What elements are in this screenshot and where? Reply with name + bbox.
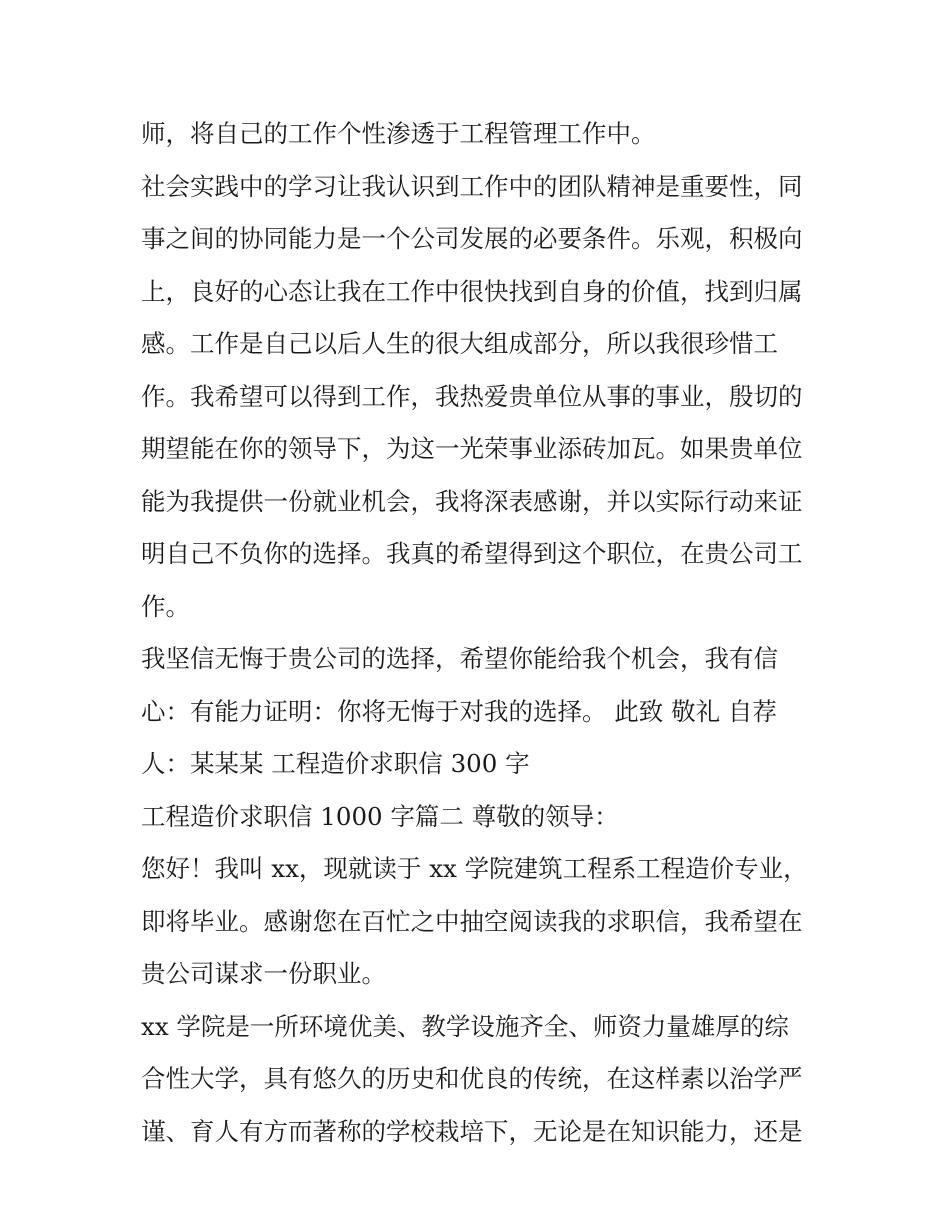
text-line: 即将毕业。感谢您在百忙之中抽空阅读我的求职信，我希望在 bbox=[141, 906, 803, 936]
text-line: 我坚信无悔于贵公司的选择，希望你能给我个机会，我有信 bbox=[141, 644, 778, 673]
text-line: 师，将自己的工作个性渗透于工程管理工作中。 bbox=[141, 119, 656, 148]
text-line: 上，良好的心态让我在工作中很快找到自身的价值，找到归属 bbox=[141, 276, 803, 306]
text-line: 作。 bbox=[141, 591, 190, 621]
text-line: 合性大学，具有悠久的历史和优良的传统，在这样素以治学严 bbox=[141, 1064, 803, 1093]
text-line: 事之间的协同能力是一个公司发展的必要条件。乐观，积极向 bbox=[141, 224, 803, 253]
body-text bbox=[141, 108, 821, 1158]
text-line: 工程造价求职信 1000 字篇二 尊敬的领导： bbox=[141, 801, 619, 831]
text-line: xx 学院是一所环境优美、教学设施齐全、师资力量雄厚的综 bbox=[141, 1011, 789, 1041]
text-line: 感。工作是自己以后人生的很大组成部分，所以我很珍惜工 bbox=[141, 329, 778, 358]
text-line: 贵公司谋求一份职业。 bbox=[141, 959, 386, 988]
text-line: 谨、育人有方而著称的学校栽培下，无论是在知识能力，还是 bbox=[141, 1116, 803, 1146]
text-line: 社会实践中的学习让我认识到工作中的团队精神是重要性，同 bbox=[141, 171, 803, 201]
text-line: 人：某某某 工程造价求职信 300 字 bbox=[141, 749, 530, 778]
text-line: 您好！我叫 xx，现就读于 xx 学院建筑工程系工程造价专业， bbox=[141, 854, 808, 883]
text-line: 作。我希望可以得到工作，我热爱贵单位从事的事业，殷切的 bbox=[141, 381, 803, 411]
text-line: 心：有能力证明：你将无悔于对我的选择。 此致 敬礼 自荐 bbox=[141, 696, 777, 726]
text-line: 期望能在你的领导下，为这一光荣事业添砖加瓦。如果贵单位 bbox=[141, 434, 803, 463]
text-line: 能为我提供一份就业机会，我将深表感谢，并以实际行动来证 bbox=[141, 486, 803, 516]
text-line: 明自己不负你的选择。我真的希望得到这个职位，在贵公司工 bbox=[141, 539, 803, 568]
